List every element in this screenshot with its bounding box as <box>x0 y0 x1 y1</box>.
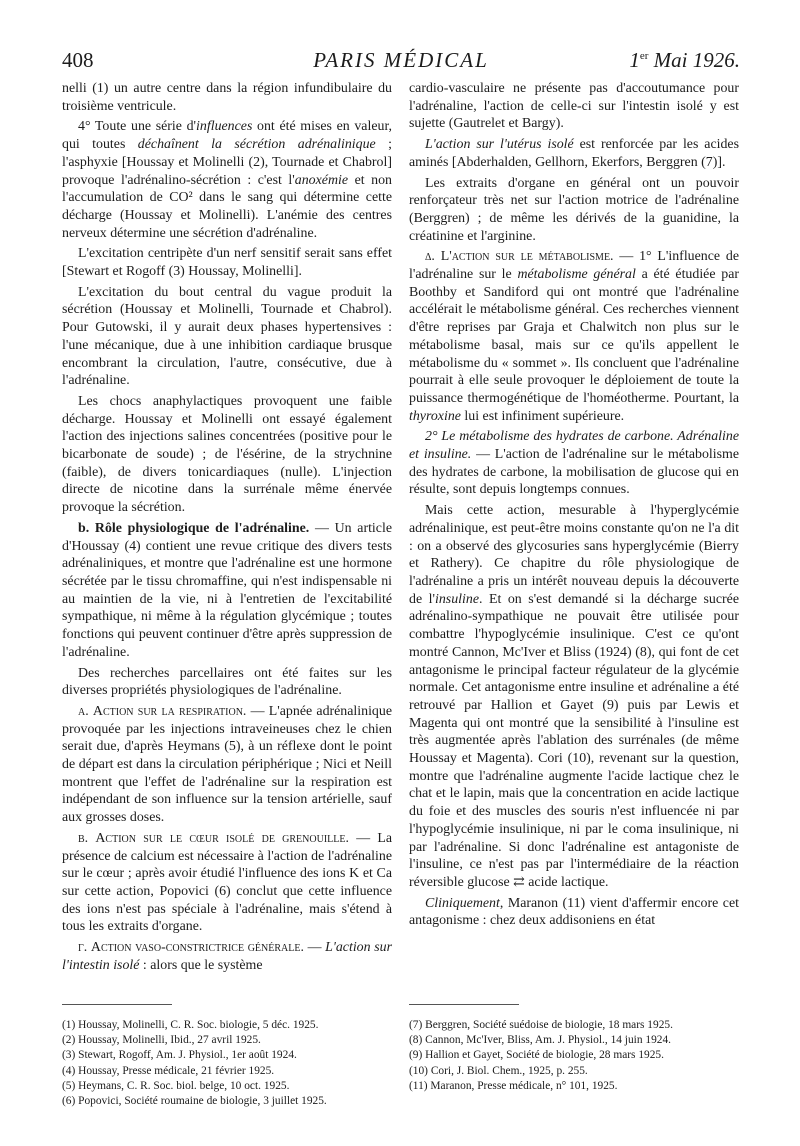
paragraph: cardio-vasculaire ne présente pas d'accoutumance pour l'adrénaline, l'action de celle-ci sur l'intestin isolé y est sujette (Gautrelet et Bargy). <box>409 81 739 132</box>
section-paragraph <box>62 830 392 936</box>
section-paragraph <box>62 939 392 974</box>
text-run: — La présence de calcium est nécessaire à l'action de l'adrénaline sur le cœur ; après avoir étudié l'influence des ions K et Ca sur cette action, Popovici (6) conclut que cette influence des ions n'est pas spéciale à l'adrénaline, mais s'étend à tous les extraits d'organe. <box>62 830 392 935</box>
footnote: (10) Cori, J. Biol. Chem., 1925, p. 255. <box>409 1064 588 1077</box>
section-paragraph <box>62 703 392 827</box>
text-run: Mais cette action, mesurable à l'hyperglycémie adrénalinique, est peut-être moins constante qu'on ne l'a dit : on a observé des glycosuries sans hyperglycémie (Bierry et Rathery). Ce chapitre du rôle physiologique de l'adrénaline a pris un intérêt nouveau depuis la découverte de l' <box>409 503 739 607</box>
footnote: (6) Popovici, Société roumaine de biologie, 3 juillet 1925. <box>62 1095 327 1108</box>
issue-date-sup: er <box>639 50 649 62</box>
issue-date <box>629 48 740 73</box>
italic-run: métabolisme général <box>517 267 636 283</box>
footnote-rule <box>409 1004 519 1005</box>
running-title: PARIS MÉDICAL <box>313 48 489 72</box>
footnotes-left <box>62 1018 402 1109</box>
paragraph: Des recherches parcellaires ont été faites sur les diverses propriétés physiologiques de l'adrénaline. <box>62 665 392 699</box>
footnote: (3) Stewart, Rogoff, Am. J. Physiol., 1er août 1924. <box>62 1049 297 1062</box>
paragraph: L'excitation du bout central du vague produit la sécrétion (Houssay et Molinelli, Tournade et Chabrol). Pour Gutowski, il y aurait deux phases hypertensives : l'une mécanique, due à une inhibition cardiaque brusque encombrant la circulation, l'autre, consécutive, due à l'adrénaline. <box>62 284 392 389</box>
page-header <box>62 48 740 78</box>
paragraph <box>409 502 739 891</box>
text-run: ont été mises en valeur, qui toutes <box>62 119 392 153</box>
text-run: 4° Toute une série d' <box>78 119 197 135</box>
subsection-heading: δ. L'action sur le métabolisme. <box>425 249 614 265</box>
text-run: lui est infiniment supérieure. <box>460 408 625 424</box>
page-number: 408 <box>62 48 94 72</box>
issue-date-rest: Mai 1926. <box>648 48 740 72</box>
footnote: (11) Maranon, Presse médicale, n° 101, 1925. <box>409 1079 618 1092</box>
italic-run: 2° Le métabolisme des hydrates de carbone. Adrénaline et insuline. <box>409 429 739 463</box>
text-run: . Et on s'est demandé si la décharge sucrée adrénalino-sympathique ne pouvait être utilisée pour combattre l'hypoglycémie insulinique. C'est ce qu'ont montré Cannon, Mc'Iver et Bliss (1924) (8), qui font de cet antagonisme le principal facteur régulateur de la glycémie normale. Cet antagonisme entre insuline et adrénaline a été retrouvé par Hallion et Gayet (9) puis par Lewis et Magenta qui ont montré que la sensibilité à l'insuline est très augmentée après l'ablation des surrénales (de même Houssay et Magenta). Cori (10), revenant sur la question, montre que l'adrénaline augmente l'acide lactique chez le chat et le lapin, mais que la concentration en acide lactique du foie et des muscles des souris n'est influencée ni par l'hypoglycémie insulinique, ni par le coma insulinique, ni par l'adrénaline. Si donc l'adrénaline est antagoniste de l'insuline, ce n'est pas par l'intermédiaire de la réaction réversible glucose ⇄ acide lactique. <box>409 591 739 890</box>
left-column <box>62 80 392 977</box>
text-run: — Un article d'Houssay (4) contient une revue critique des divers tests adrénaliniques, et montre que l'adrénaline est une hormone sécrétée par le tissu chromaffine, qui n'est indispensable ni au maintien de la vie, ni à l'entretien de l'excitabilité sympathique, ni même à la régulation glycémique ; toutes fonctions qui peuvent continuer d'être après suppression de l'adrénaline. <box>62 520 392 660</box>
footnote: (1) Houssay, Molinelli, C. R. Soc. biologie, 5 déc. 1925. <box>62 1019 319 1031</box>
subsection-heading: γ. Action vaso-constrictrice générale. <box>78 940 304 956</box>
text-run: est renforcée par les acides aminés [Abderhalden, Gellhorn, Ekerfors, Berggren (7)]. <box>409 137 739 170</box>
italic-run: thyroxine <box>409 408 461 424</box>
text-run: — 1° L'influence de l'adrénaline sur le <box>409 249 739 283</box>
footnotes-right <box>409 1018 749 1094</box>
footnote: (2) Houssay, Molinelli, Ibid., 27 avril 1925. <box>62 1034 261 1047</box>
paragraph: L'excitation centripète d'un nerf sensitif serait sans effet [Stewart et Rogoff (3) Houssay, Molinelli]. <box>62 246 392 280</box>
footnote: (9) Hallion et Gayet, Société de biologie, 28 mars 1925. <box>409 1049 664 1062</box>
text-run: : alors que le système <box>139 957 263 973</box>
italic-run: insuline <box>435 591 479 607</box>
italic-run: déchaînent la sécrétion adrénalinique <box>137 137 376 153</box>
footnote: (5) Heymans, C. R. Soc. biol. belge, 10 oct. 1925. <box>62 1079 290 1092</box>
footnote: (4) Houssay, Presse médicale, 21 février 1925. <box>62 1064 275 1077</box>
paragraph: Les chocs anaphylactiques provoquent une faible décharge. Houssay et Molinelli ont essayé également l'action des injections salines concentrées (positive pour le bicarbonate de soude) ; de l'ésérine, de la strychnine (faible), de divers tonicardiaques (nulle). L'injection directe de nicotine dans la surrénale même énervée provoque la sécrétion. <box>62 393 392 516</box>
footnote-rule <box>62 1004 172 1005</box>
italic-run: L'action sur l'intestin isolé <box>62 940 392 973</box>
paragraph: Les extraits d'organe en général ont un pouvoir renforçateur très net sur l'action motrice de l'adrénaline (Berggren) ; de même les dérivés de la guanidine, la créatinine et l'arginine. <box>409 175 739 244</box>
section-heading: b. Rôle physiologique de l'adrénaline. <box>78 520 310 536</box>
paragraph <box>62 118 392 242</box>
text-run: — L'action de l'adrénaline sur le métabolisme des hydrates de carbone, la mobilisation de glucose qui en résulte, sont depuis longtemps connues. <box>409 447 739 498</box>
section-paragraph <box>409 248 739 425</box>
footnote: (8) Cannon, Mc'Iver, Bliss, Am. J. Physiol., 14 juin 1924. <box>409 1034 672 1047</box>
text-run: — L'apnée adrénalinique provoquée par les injections intraveineuses chez le chien serait due, d'après Heymans (5), à un réflexe dont le point de départ est dans la circulation périphérique ; Nici et Neill montrent que l'effet de l'adrénaline sur la respiration est indépendant de son influence sur la tension artérielle, sauf aux grosses doses. <box>62 703 392 826</box>
italic-run: influences <box>196 119 253 135</box>
subsection-heading: α. Action sur la respiration. <box>78 703 247 719</box>
italic-run: Cliniquement <box>425 895 500 911</box>
paragraph: nelli (1) un autre centre dans la région infundibulaire du troisième ventricule. <box>62 81 392 114</box>
right-column <box>409 80 739 933</box>
issue-date-day: 1 <box>629 48 640 72</box>
text-run: — <box>303 940 326 956</box>
section-paragraph <box>62 520 392 662</box>
paragraph <box>409 136 739 171</box>
italic-run: anoxémie <box>294 172 349 188</box>
text-run: a été étudiée par Boothby et Sandiford qui ont montré que l'adrénaline accélérait le métabolisme général. Ces recherches viennent d'être reprises par Graja et Chalwitch non plus sur le métabolisme basal, mais sur ce qu'ils appellent le métabolisme du « sommet ». Ils concluent que l'adrénaline pourrait à elle seule provoquer le déploiement de toute la puissance thermogénétique de l'homéotherme. Pourtant, la <box>409 267 739 406</box>
text-run: ; l'asphyxie [Houssay et Molinelli (2), Tournade et Chabrol] provoque l'adrénalino-sécrétion : c'est l' <box>62 137 392 188</box>
text-run: et non l'accumulation de CO² dans le sang qui détermine cette décharge (Houssay et Molinelli). L'anémie des centres nerveux détermine une sécrétion d'adrénaline. <box>62 172 392 241</box>
paragraph <box>409 895 739 930</box>
text-run: , Maranon (11) vient d'affermir encore cet antagonisme : chez deux addisoniens en état <box>409 895 739 929</box>
italic-run: L'action sur l'utérus isolé <box>425 137 574 153</box>
paragraph <box>409 428 739 499</box>
subsection-heading: β. Action sur le cœur isolé de grenouille. <box>78 830 349 846</box>
footnote: (7) Berggren, Société suédoise de biologie, 18 mars 1925. <box>409 1019 673 1031</box>
